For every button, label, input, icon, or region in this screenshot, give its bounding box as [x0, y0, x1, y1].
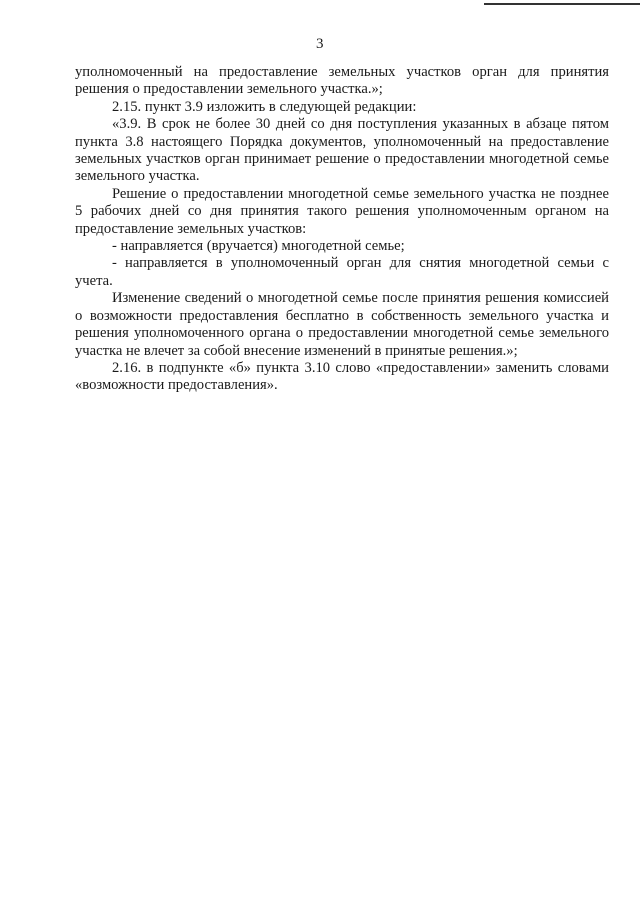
paragraph-continuation: уполномоченный на предоставление земельных участков орган для принятия решения о предоставлении земельного участка.»; — [75, 64, 609, 98]
document-body — [75, 64, 609, 395]
paragraph-item-2-15: 2.15. пункт 3.9 изложить в следующей редакции: — [112, 98, 417, 115]
paragraph-decision: Решение о предоставлении многодетной семье земельного участка не позднее 5 рабочих дней со дня принятия такого решения уполномоченным органом на предоставление земельных участков: — [75, 185, 609, 237]
bullet-item-delivered: - направляется (вручается) многодетной семье; — [112, 238, 405, 255]
top-edge-rule — [484, 3, 640, 5]
bullet-item-sent: - направляется в уполномоченный орган для снятия многодетной семьи с учета. — [75, 255, 609, 289]
paragraph-item-2-16: 2.16. в подпункте «б» пункта 3.10 слово «предоставлении» заменить словами «возможности предоставления». — [75, 359, 609, 394]
page-number: 3 — [316, 36, 324, 52]
paragraph-changes: Изменение сведений о многодетной семье после принятия решения комиссией о возможности предоставления бесплатно в собственность земельного участка и решения уполномоченного органа о предоставлении многодетной семье земельного участка не влечет за собой внесение изменений в принятые решения.»; — [75, 290, 609, 359]
paragraph-clause-3-9: «3.9. В срок не более 30 дней со дня поступления указанных в абзаце пятом пункта 3.8 настоящего Порядка документов, уполномоченный на предоставление земельных участков орган принимает решение о предоставлении многодетной семье земельного участка. — [75, 116, 609, 185]
